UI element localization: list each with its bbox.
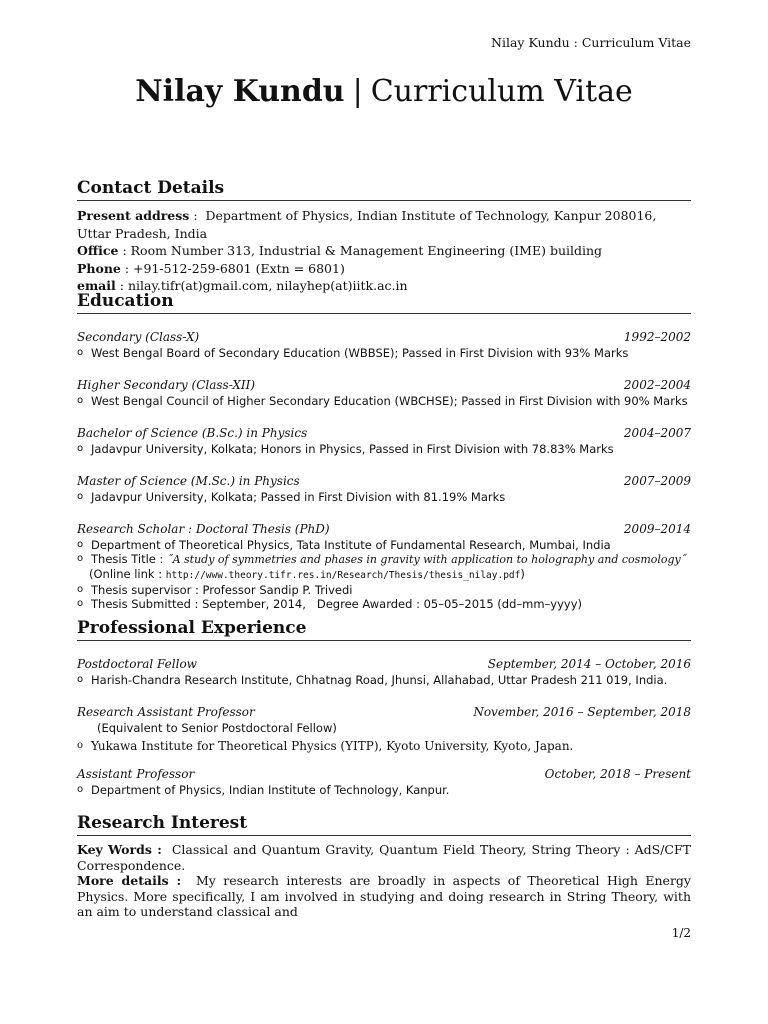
education-entry [77, 426, 691, 456]
research-heading: Research Interest [77, 813, 691, 836]
entry-title: Research Assistant Professor [77, 705, 255, 719]
thesis-link: (Online link : http://www.theory.tifr.res.in/Research/Thesis/thesis_nilay.pdf) [89, 567, 525, 581]
education-entry [77, 378, 691, 408]
education-heading: Education [77, 291, 691, 314]
list-item: o West Bengal Board of Secondary Education (WBBSE); Passed in First Division with 93% Marks [77, 346, 691, 360]
name: Nilay Kundu [135, 74, 345, 109]
list-item: o West Bengal Council of Higher Secondary Education (WBCHSE); Passed in First Division with 90% Marks [77, 394, 691, 408]
cv-page [77, 0, 691, 1024]
experience-entry [77, 705, 691, 753]
contact-section [77, 178, 691, 295]
present-address: Present address : Department of Physics, Indian Institute of Technology, Kanpur 208016, Uttar Pradesh, India [77, 208, 657, 241]
entry-title: Master of Science (M.Sc.) in Physics [77, 474, 300, 488]
experience-entry [77, 657, 691, 687]
page-title [77, 74, 691, 109]
entry-dates: 2007–2009 [623, 474, 691, 488]
list-item: o Harish-Chandra Research Institute, Chhatnag Road, Jhunsi, Allahabad, Uttar Pradesh 211 019, India. [77, 673, 691, 687]
experience-section [77, 618, 691, 641]
education-entry [77, 330, 691, 360]
entry-dates: 2004–2007 [623, 426, 691, 440]
list-item: o Jadavpur University, Kolkata; Passed in First Division with 81.19% Marks [77, 490, 691, 504]
entry-dates: October, 2018 – Present [544, 767, 691, 781]
entry-title: Secondary (Class-X) [77, 330, 200, 344]
phone: Phone : +91-512-259-6801 (Extn = 6801) [77, 260, 345, 276]
thesis-title: o Thesis Title : ˝A study of symmetries and phases in gravity with application to holography and cosmology˝ [77, 552, 691, 567]
office: Office : Room Number 313, Industrial & Management Engineering (IME) building [77, 243, 603, 258]
education-section [77, 291, 691, 314]
education-entry [77, 474, 691, 504]
thesis-supervisor: o Thesis supervisor : Professor Sandip P. Trivedi [77, 583, 691, 597]
experience-heading: Professional Experience [77, 618, 691, 641]
title-separator: | [352, 74, 363, 109]
thesis-dates: o Thesis Submitted : September, 2014, Degree Awarded : 05–05–2015 (dd–mm–yyyy) [77, 597, 691, 611]
thesis-link-url[interactable]: http://www.theory.tifr.res.in/Research/Thesis/thesis_nilay.pdf [165, 570, 521, 581]
entry-dates: November, 2016 – September, 2018 [473, 705, 691, 719]
entry-title: Research Scholar : Doctoral Thesis (PhD) [77, 522, 330, 536]
entry-dates: 2002–2004 [623, 378, 691, 392]
research-section [77, 813, 691, 920]
title-subtitle: Curriculum Vitae [370, 74, 633, 109]
list-item: o Department of Theoretical Physics, Tata Institute of Fundamental Research, Mumbai, India [77, 538, 691, 552]
entry-title: Higher Secondary (Class-XII) [77, 378, 256, 392]
list-item: o Jadavpur University, Kolkata; Honors in Physics, Passed in First Division with 78.83% Marks [77, 442, 691, 456]
entry-dates: 1992–2002 [623, 330, 691, 344]
entry-note: (Equivalent to Senior Postdoctoral Fellow) [97, 721, 337, 735]
running-head: Nilay Kundu : Curriculum Vitae [491, 35, 691, 50]
experience-entry [77, 767, 691, 797]
list-item: o Yukawa Institute for Theoretical Physics (YITP), Kyoto University, Kyoto, Japan. [77, 739, 691, 753]
entry-dates: 2009–2014 [623, 522, 691, 536]
entry-title: Assistant Professor [77, 767, 195, 781]
page-number: 1/2 [671, 926, 691, 940]
entry-title: Postdoctoral Fellow [77, 657, 197, 671]
list-item: o Department of Physics, Indian Institute of Technology, Kanpur. [77, 783, 691, 797]
entry-title: Bachelor of Science (B.Sc.) in Physics [77, 426, 308, 440]
entry-dates: September, 2014 – October, 2016 [487, 657, 691, 671]
contact-heading: Contact Details [77, 178, 691, 201]
education-entry-phd [77, 522, 691, 611]
research-keywords: Key Words : Classical and Quantum Gravity, Quantum Field Theory, String Theory : AdS/CFT Correspondence. [77, 842, 692, 873]
research-details: More details : My research interests are broadly in aspects of Theoretical High Energy Physics. More specifically, I am involved in studying and doing research in String Theory, with an aim to understand classical and [77, 873, 691, 919]
email: email : nilay.tifr(at)gmail.com, nilayhep(at)iitk.ac.in [77, 278, 408, 293]
